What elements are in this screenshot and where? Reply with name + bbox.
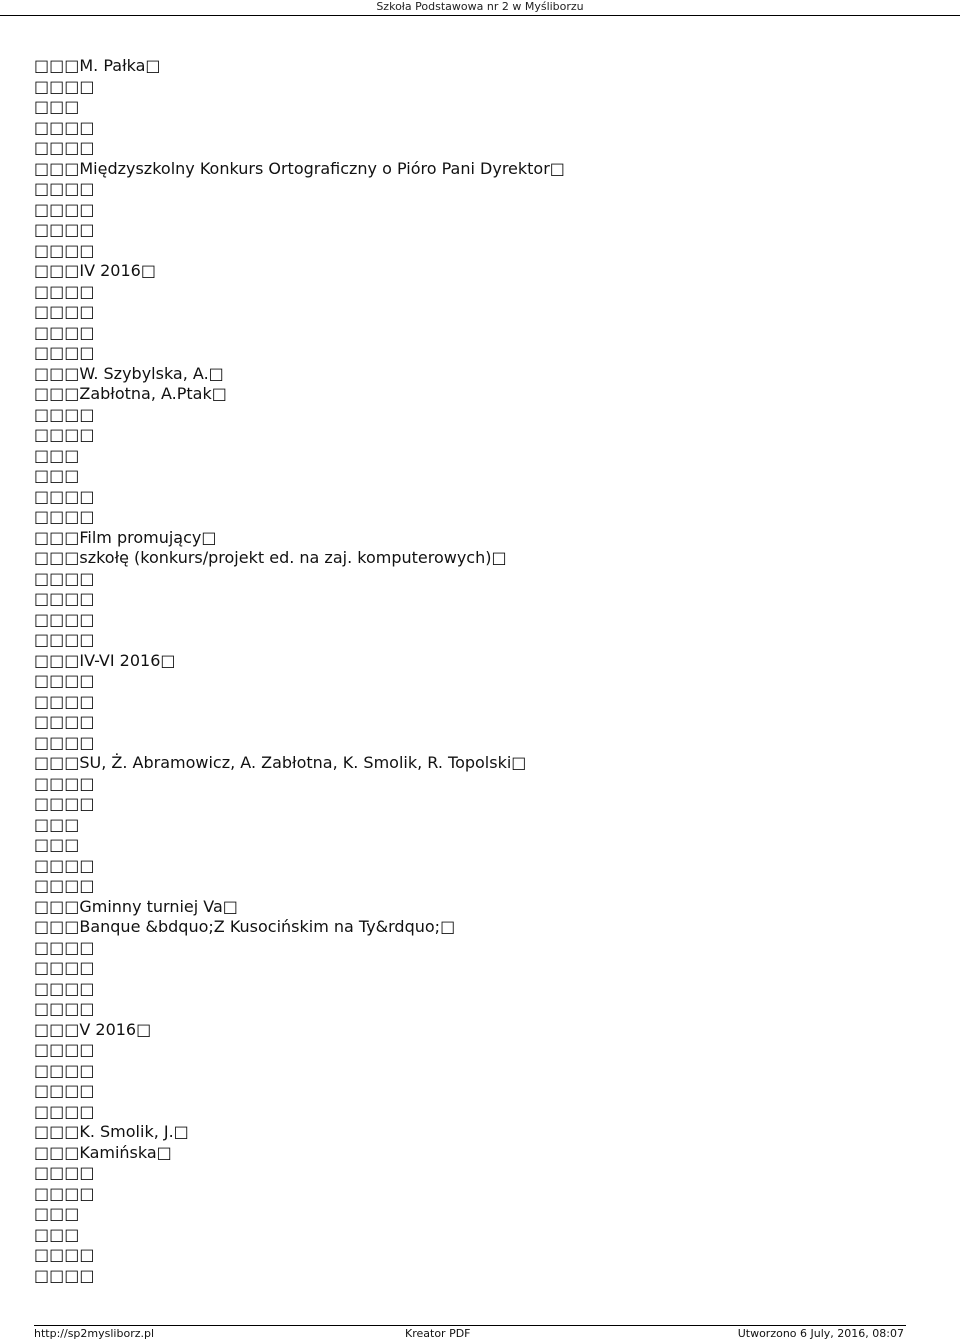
text-line: □□□□ (34, 630, 95, 649)
text-line: □□□ (34, 97, 80, 116)
text-line: □□□□ (34, 794, 95, 813)
text-line: □□□□ (34, 76, 95, 96)
header-title: Szkoła Podstawowa nr 2 w Myśliborzu (376, 0, 584, 13)
text-line: □□□□ (34, 302, 95, 321)
text-line: □□□IV-VI 2016□ (34, 650, 176, 670)
text-line: □□□ (34, 835, 80, 854)
text-line: □□□□ (34, 486, 95, 506)
text-line: □□□ (34, 1204, 80, 1223)
page-header (0, 0, 960, 15)
text-line: □□□K. Smolik, J.□ (34, 1122, 189, 1141)
text-line: □□□ (34, 1224, 80, 1244)
text-line: □□□IV 2016□ (34, 261, 156, 280)
footer-created-date: Utworzono 6 July, 2016, 08:07 (737, 1327, 904, 1340)
text-line: □□□□ (34, 568, 95, 588)
text-line: □□□□ (34, 1183, 95, 1203)
text-line: □□□□ (34, 1245, 95, 1264)
text-line: □□□□ (34, 732, 95, 752)
text-line: □□□V 2016□ (34, 1019, 152, 1039)
text-line: □□□Film promujący□ (34, 527, 217, 547)
text-line: □□□□ (34, 671, 95, 690)
footer-generator: Kreator PDF (405, 1327, 471, 1340)
text-line: □□□szkołę (konkurs/projekt ed. na zaj. komputerowych)□ (34, 548, 507, 567)
text-line: □□□□ (34, 855, 95, 875)
text-line: □□□□ (34, 322, 95, 342)
text-line: □□□ (34, 445, 80, 465)
text-line: □□□□ (34, 876, 95, 895)
text-line: □□□W. Szybylska, A.□ (34, 363, 224, 383)
text-line: □□□□ (34, 1163, 95, 1182)
text-line: □□□□ (34, 978, 95, 998)
text-line: □□□□ (34, 712, 95, 731)
text-line: □□□□ (34, 240, 95, 260)
text-line: □□□Kamińska□ (34, 1142, 172, 1162)
text-line: □□□M. Pałka□ (34, 56, 161, 75)
header-divider (0, 15, 960, 16)
text-line: □□□□ (34, 281, 95, 301)
document-body (34, 56, 934, 1286)
text-line: □□□□ (34, 937, 95, 957)
text-line: □□□□ (34, 1101, 95, 1121)
text-line: □□□□ (34, 199, 95, 219)
text-line: □□□□ (34, 138, 95, 157)
text-line: □□□Gminny turniej Va□ (34, 896, 238, 916)
text-line: □□□□ (34, 404, 95, 424)
text-line: □□□SU, Ż. Abramowicz, A. Zabłotna, K. Smolik, R. Topolski□ (34, 753, 527, 772)
footer-url[interactable]: http://sp2mysliborz.pl (34, 1327, 155, 1340)
text-line: □□□□ (34, 179, 95, 198)
text-line: □□□ (34, 466, 80, 485)
text-line: □□□□ (34, 999, 95, 1018)
text-line: □□□□ (34, 1060, 95, 1080)
text-line: □□□□ (34, 220, 95, 239)
text-line: □□□□ (34, 117, 95, 137)
text-line: □□□Banque &bdquo;Z Kusocińskim na Ty&rdquo;□ (34, 917, 456, 936)
text-line: □□□□ (34, 1040, 95, 1059)
text-line: □□□□ (34, 1081, 95, 1100)
text-line: □□□□ (34, 425, 95, 444)
text-line: □□□□ (34, 1265, 95, 1285)
text-line: □□□□ (34, 958, 95, 977)
text-line: □□□□ (34, 343, 95, 362)
text-line: □□□□ (34, 773, 95, 793)
text-line: □□□□ (34, 507, 95, 526)
text-line: □□□Międzyszkolny Konkurs Ortograficzny o Pióro Pani Dyrektor□ (34, 158, 565, 178)
footer-divider (34, 1325, 906, 1326)
text-line: □□□Zabłotna, A.Ptak□ (34, 384, 227, 403)
text-line: □□□□ (34, 609, 95, 629)
text-line: □□□ (34, 814, 80, 834)
text-line: □□□□ (34, 691, 95, 711)
text-line: □□□□ (34, 589, 95, 608)
